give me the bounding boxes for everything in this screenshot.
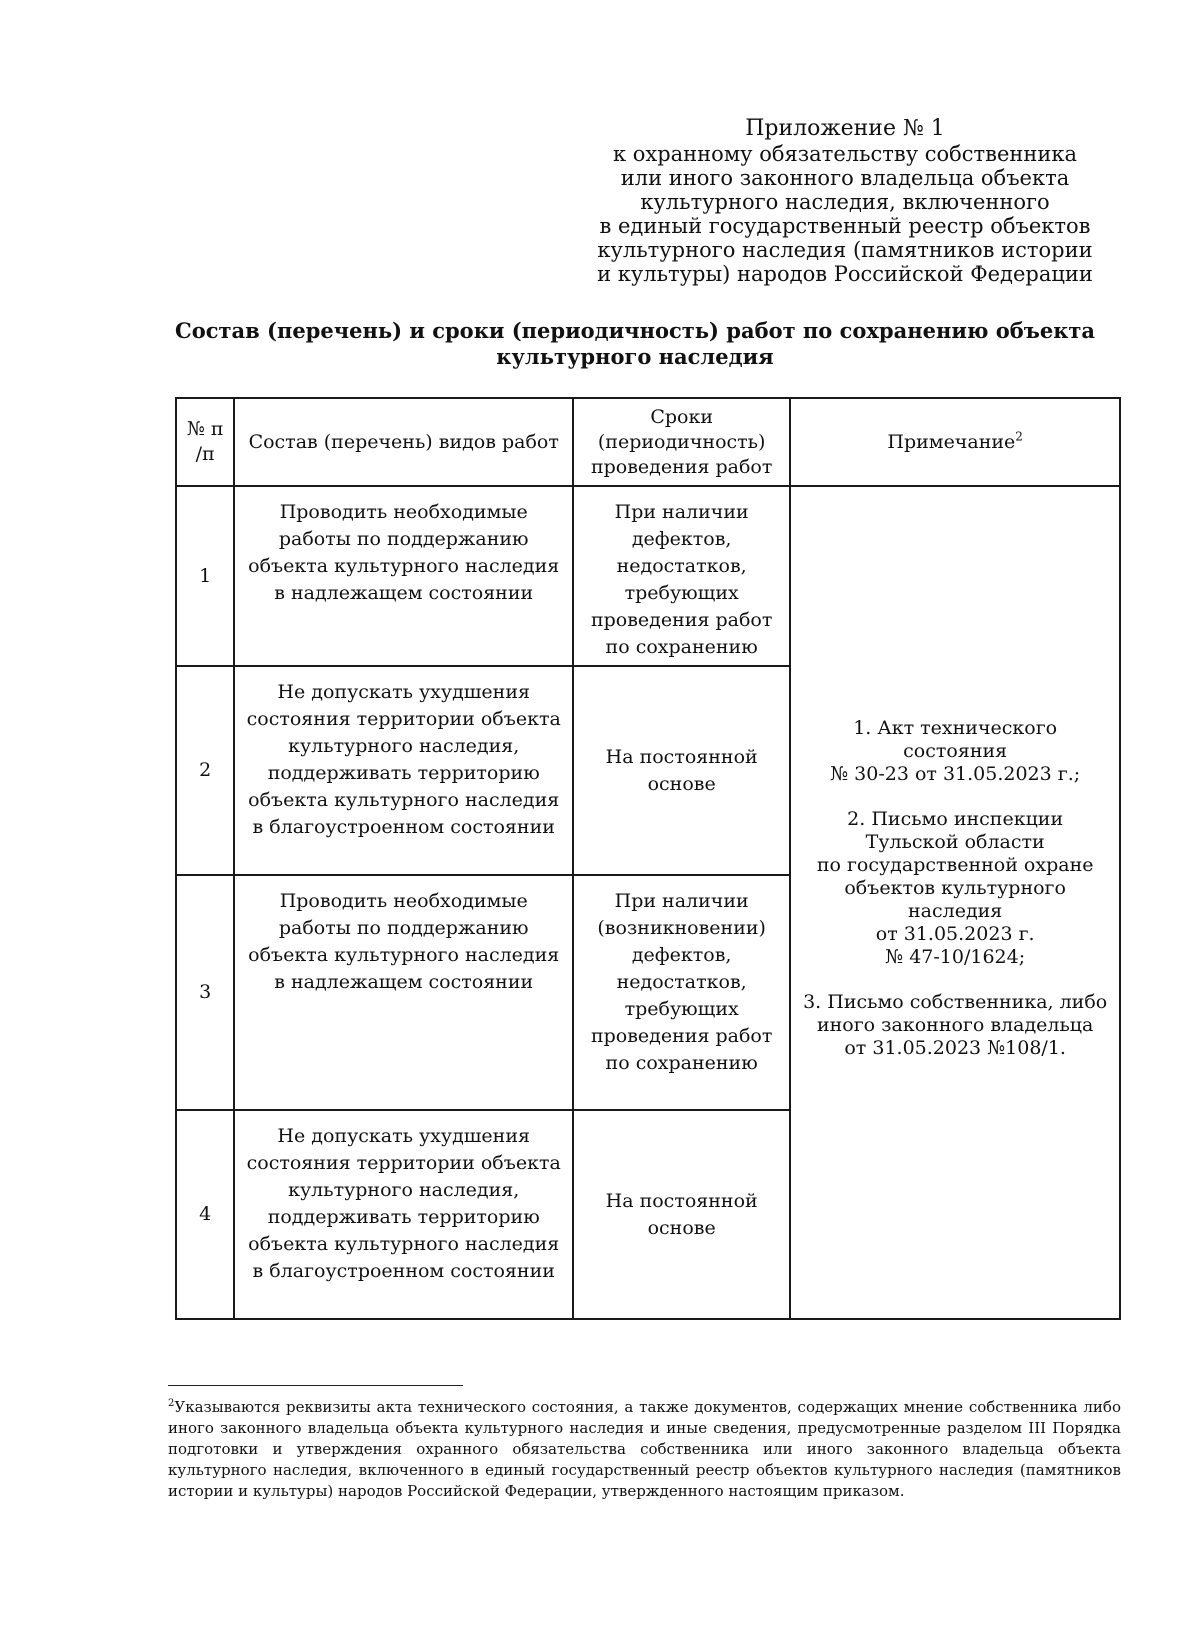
footnote-ref: 2 bbox=[1015, 429, 1023, 444]
row-term: При наличии (возникновении) дефектов, недостатков, требующих проведения работ по сохранению bbox=[573, 875, 790, 1110]
row-num: 1 bbox=[176, 486, 234, 666]
row-works: Проводить необходимые работы по поддержанию объекта культурного наследия в надлежащем состоянии bbox=[234, 486, 573, 666]
row-num: 4 bbox=[176, 1110, 234, 1319]
footnote-text: Указываются реквизиты акта технического состояния, а также документов, содержащих мнение собственника либо иного законного владельца объекта культурного наследия и иные сведения, предусмотренные разделом III Порядка подготовки и утверждения охранного обязательства собственника или иного законного владельца объекта культурного наследия, включенного в единый государственный реестр объектов культурного наследия (памятников истории и культуры) народов Российской Федерации, утвержденного настоящим приказом. bbox=[168, 1398, 1121, 1500]
appendix-line: культурного наследия, включенного bbox=[640, 190, 1050, 214]
appendix-line: в единый государственный реестр объектов bbox=[599, 214, 1091, 238]
footnote bbox=[168, 1397, 1121, 1502]
header-num: № п /п bbox=[176, 398, 234, 486]
row-num: 2 bbox=[176, 666, 234, 875]
appendix-line: к охранному обязательству собственника bbox=[612, 142, 1078, 166]
footnote-divider bbox=[168, 1385, 463, 1386]
row-works: Не допускать ухудшения состояния территории объекта культурного наследия, поддерживать территорию объекта культурного наследия в благоустроенном состоянии bbox=[234, 666, 573, 875]
table-row bbox=[176, 486, 1120, 666]
appendix-line: или иного законного владельца объекта bbox=[620, 166, 1070, 190]
row-term: При наличии дефектов, недостатков, требующих проведения работ по сохранению bbox=[573, 486, 790, 666]
row-term: На постоянной основе bbox=[573, 666, 790, 875]
appendix-line: и культуры) народов Российской Федерации bbox=[597, 262, 1093, 286]
title-line-2: культурного наследия bbox=[496, 344, 774, 369]
header-note: Примечание$^2$ bbox=[790, 398, 1120, 486]
row-works: Проводить необходимые работы по поддержанию объекта культурного наследия в надлежащем состоянии bbox=[234, 875, 573, 1110]
footnote-marker: 2 bbox=[168, 1398, 175, 1409]
row-note bbox=[790, 486, 1120, 1319]
title-line-1: Состав (перечень) и сроки (периодичность) работ по сохранению объекта bbox=[174, 318, 1096, 343]
note-item-2: 2. Письмо инспекции Тульской области по государственной охране объектов культурного наследия от 31.05.2023 г. № 47-10/1624; bbox=[816, 808, 1094, 968]
note-item-3: 3. Письмо собственника, либо иного законного владельца от 31.05.2023 №108/1. bbox=[803, 991, 1108, 1059]
document-title bbox=[140, 318, 1130, 370]
row-num: 3 bbox=[176, 875, 234, 1110]
header-term: Сроки (периодичность) проведения работ bbox=[573, 398, 790, 486]
row-works: Не допускать ухудшения состояния территории объекта культурного наследия, поддерживать территорию объекта культурного наследия в благоустроенном состоянии bbox=[234, 1110, 573, 1319]
note-item-1: 1. Акт технического состояния № 30-23 от 31.05.2023 г.; bbox=[830, 717, 1081, 785]
header-works: Состав (перечень) видов работ bbox=[234, 398, 573, 486]
works-table bbox=[175, 397, 1121, 1320]
appendix-number: Приложение № 1 bbox=[745, 116, 945, 141]
table-header-row bbox=[176, 398, 1120, 486]
row-term: На постоянной основе bbox=[573, 1110, 790, 1319]
appendix-line: культурного наследия (памятников истории bbox=[597, 238, 1093, 262]
appendix-header bbox=[555, 116, 1135, 286]
